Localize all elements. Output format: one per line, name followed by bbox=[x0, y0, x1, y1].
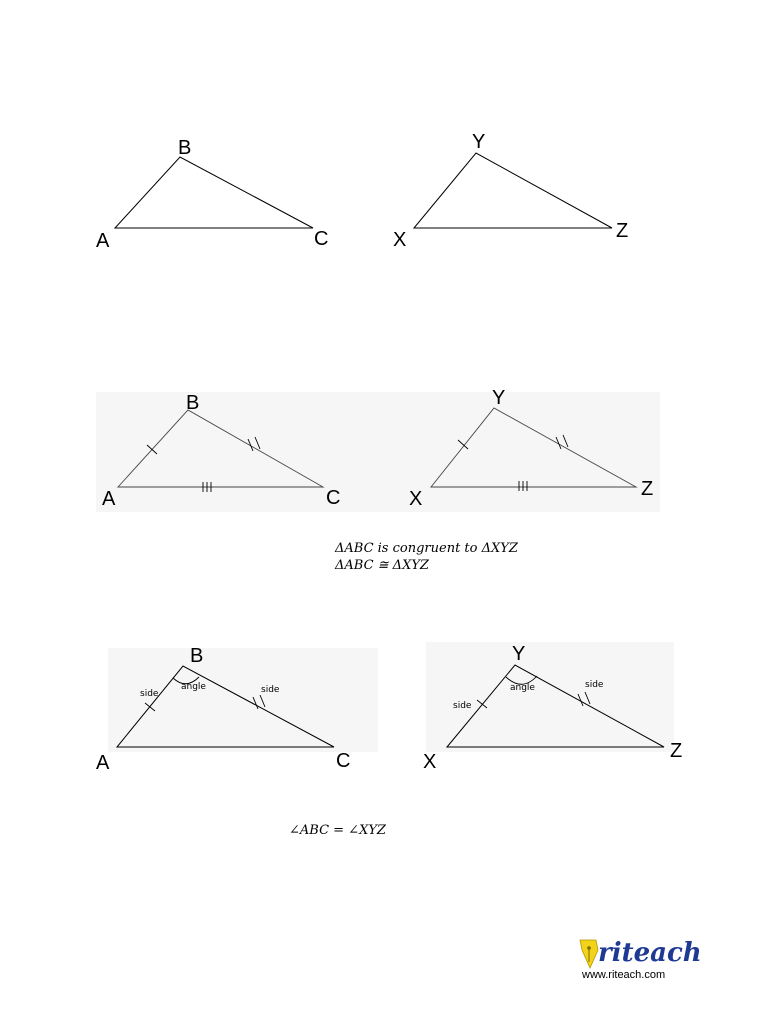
vertex-x-label: X bbox=[409, 488, 423, 510]
figure1 bbox=[96, 131, 628, 252]
vertex-c-label: C bbox=[314, 228, 329, 250]
angle-equation: ∠ABC = ∠XYZ bbox=[289, 823, 386, 838]
congruence-symbol-statement: ΔABC ≅ ΔXYZ bbox=[335, 558, 429, 573]
vertex-b-label: B bbox=[190, 645, 204, 667]
side-label-yz: side bbox=[585, 680, 604, 690]
logo-url: www.riteach.com bbox=[582, 969, 666, 981]
angle-label-y: angle bbox=[510, 683, 535, 693]
vertex-b-label: B bbox=[186, 392, 200, 414]
figure2-background bbox=[96, 392, 660, 512]
vertex-x-label: X bbox=[423, 751, 437, 773]
congruence-statement: ΔABC is congruent to ΔXYZ bbox=[335, 541, 518, 556]
vertex-b-label: B bbox=[178, 137, 192, 159]
side-label-bc: side bbox=[261, 685, 280, 695]
vertex-a-label: A bbox=[96, 230, 110, 252]
vertex-y-label: Y bbox=[472, 131, 486, 153]
vertex-a-label: A bbox=[102, 488, 116, 510]
vertex-a-label: A bbox=[96, 752, 110, 774]
figure2 bbox=[96, 387, 660, 573]
pen-nib-icon bbox=[580, 940, 598, 968]
triangle-abc-plain bbox=[115, 157, 313, 228]
vertex-z-label: Z bbox=[616, 220, 629, 242]
vertex-y-label: Y bbox=[492, 387, 506, 409]
vertex-z-label: Z bbox=[641, 478, 654, 500]
vertex-z-label: Z bbox=[670, 740, 683, 762]
riteach-logo bbox=[580, 938, 702, 981]
side-label-xy: side bbox=[453, 701, 472, 711]
figure3-left-background bbox=[108, 648, 378, 752]
vertex-c-label: C bbox=[336, 750, 351, 772]
side-label-ab: side bbox=[140, 689, 159, 699]
triangle-xyz-plain bbox=[414, 153, 612, 228]
vertex-x-label: X bbox=[393, 229, 407, 251]
figure3-right-background bbox=[426, 642, 674, 752]
angle-label-b: angle bbox=[181, 682, 206, 692]
figure3 bbox=[96, 642, 682, 838]
logo-wordmark: riteach bbox=[598, 938, 702, 968]
vertex-y-label: Y bbox=[512, 643, 526, 665]
vertex-c-label: C bbox=[326, 487, 341, 509]
